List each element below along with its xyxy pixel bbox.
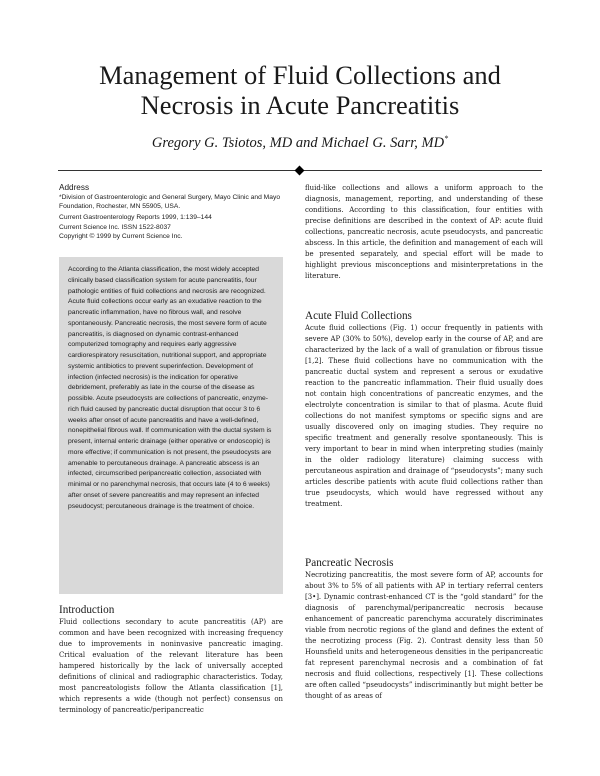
- acute-fluid-collections-heading: Acute Fluid Collections: [305, 310, 412, 322]
- introduction-section: [59, 603, 283, 716]
- acute-fluid-collections-text: Acute fluid collections (Fig. 1) occur frequently in patients with severe AP (30% to 50%), develop early in the course of AP, and are characterized by the lack of a wall of granulation or fibrous tissue [1,2]. These fluid collections have no communication with the pancreatic ductal system and represent a serous or exudative reaction to the pancreatic inflammation. Their fluid usually does not contain high concentrations of pancreatic enzymes, and the electrolyte concentration is similar to that of plasma. Acute fluid collections do not manifest symptoms or specific signs and are usually discovered only on imaging studies. They require no specific treatment and generally resolve spontaneously. This is very important to bear in mind when interpreting studies (mainly in the older radiology literature) claiming success with percutaneous aspiration and drainage of “pseudocysts”; many such articles describe patients with acute fluid collections rather than true pseudocysts, which would have regressed without any treatment.: [305, 324, 543, 508]
- acute-fluid-collections-section: [305, 309, 543, 510]
- pancreatic-necrosis-section: [305, 556, 543, 702]
- title-line-1: Management of Fluid Collections and: [99, 60, 501, 90]
- publisher-issn: Current Science Inc. ISSN 1522-8037: [59, 223, 171, 231]
- author-address: *Division of Gastroenterologic and General Surgery, Mayo Clinic and Mayo Foundation, Rochester, MN 55905, USA.: [59, 194, 281, 211]
- journal-citation: Current Gastroenterology Reports 1999, 1:139–144: [59, 214, 212, 222]
- introduction-continued: [305, 183, 543, 282]
- pancreatic-necrosis-heading: Pancreatic Necrosis: [305, 557, 394, 569]
- abstract-text: According to the Atlanta classification, the most widely accepted clinically based classification system for acute pancreatitis, four pathologic entities of fluid collections and necrosis are recognized. Acute fluid collections occur early as an exudative reaction to the pancreatic inflammation, have no fibrous wall, and resolve spontaneously. Pancreatic necrosis, the most severe form of acute pancreatitis, is diagnosed on dynamic contrast-enhanced computerized tomography and requires early aggressive cardiorespiratory resuscitation, nutritional support, and appropriate systemic antibiotics to prevent superinfection. Development of infection (infected necrosis) is the indication for operative debridement, preferably as late in the course of the disease as possible. Acute pseudocysts are collections of pancreatic, enzyme-rich fluid caused by pancreatic ductal disruption that occur 3 to 6 weeks after onset of acute pancreatitis and have a well-defined, nonepithelial fibrous wall. If communication with the ductal system is present, internal enteric drainage (either operative or endoscopic) is more effective; if communication is not present, the pseudocysts are amenable to percutaneous drainage. A pancreatic abscess is an infected, circumscribed peripancreatic collection, associated with minimal or no parenchymal necrosis, that occurs late (4 to 6 weeks) after onset of severe pancreatitis and may represent an infected pseudocyst; percutaneous drainage is the treatment of choice.: [68, 266, 272, 510]
- introduction-heading: Introduction: [59, 604, 115, 616]
- article-metadata: [59, 183, 283, 241]
- author-footnote-marker: *: [444, 134, 449, 143]
- author-line: [40, 134, 560, 152]
- paper-title: [40, 60, 560, 120]
- introduction-text: Fluid collections secondary to acute pancreatitis (AP) are common and have been recognized with increasing frequency due to improvements in noninvasive pancreatic imaging. Critical evaluation of the relevant literature has been hampered historically by the lack of universally accepted definitions of clinical and radiographic characteristics. Today, most pancreatologists follow the Atlanta classification [1], which represents a wide (though not perfect) consensus on terminology of pancreatic/peripancreatic: [59, 618, 283, 714]
- abstract-box: [59, 257, 283, 594]
- authors-text: Gregory G. Tsiotos, MD and Michael G. Sarr, MD: [151, 134, 445, 151]
- divider-diamond-ornament: [295, 166, 305, 176]
- address-heading: Address: [59, 183, 90, 192]
- title-line-2: Necrosis in Acute Pancreatitis: [140, 90, 460, 120]
- copyright-notice: Copyright © 1999 by Current Science Inc.: [59, 232, 183, 240]
- pancreatic-necrosis-text: Necrotizing pancreatitis, the most severe form of AP, accounts for about 3% to 5% of all patients with AP in tertiary referral centers [3•]. Dynamic contrast-enhanced CT is the “gold standard” for the diagnosis of parenchymal/peripancreatic necrosis because enhancement of pancreatic parenchyma accurately discriminates viable from necrotic regions of the gland and defines the extent of the necrotizing process (Fig. 2). Contrast density less than 50 Hounsfield units and heterogeneous densities in the peripancreatic fat represent parenchymal necrosis and a combination of fat necrosis and fluid collections, respectively [1]. These collections are often called “pseudocysts” indiscriminantly but might better be thought of as areas of: [305, 571, 543, 700]
- introduction-continued-text: fluid-like collections and allows a uniform approach to the diagnosis, management, reporting, and understanding of these conditions. According to this classification, four entities with precise definitions are described in the context of AP: acute fluid collections, pancreatic necrosis, acute pseudocysts, and pancreatic abscess. In this article, the definition and management of each will be presented separately, and special effort will be made to highlight previous misconceptions and misinterpretations in the literature.: [305, 184, 543, 280]
